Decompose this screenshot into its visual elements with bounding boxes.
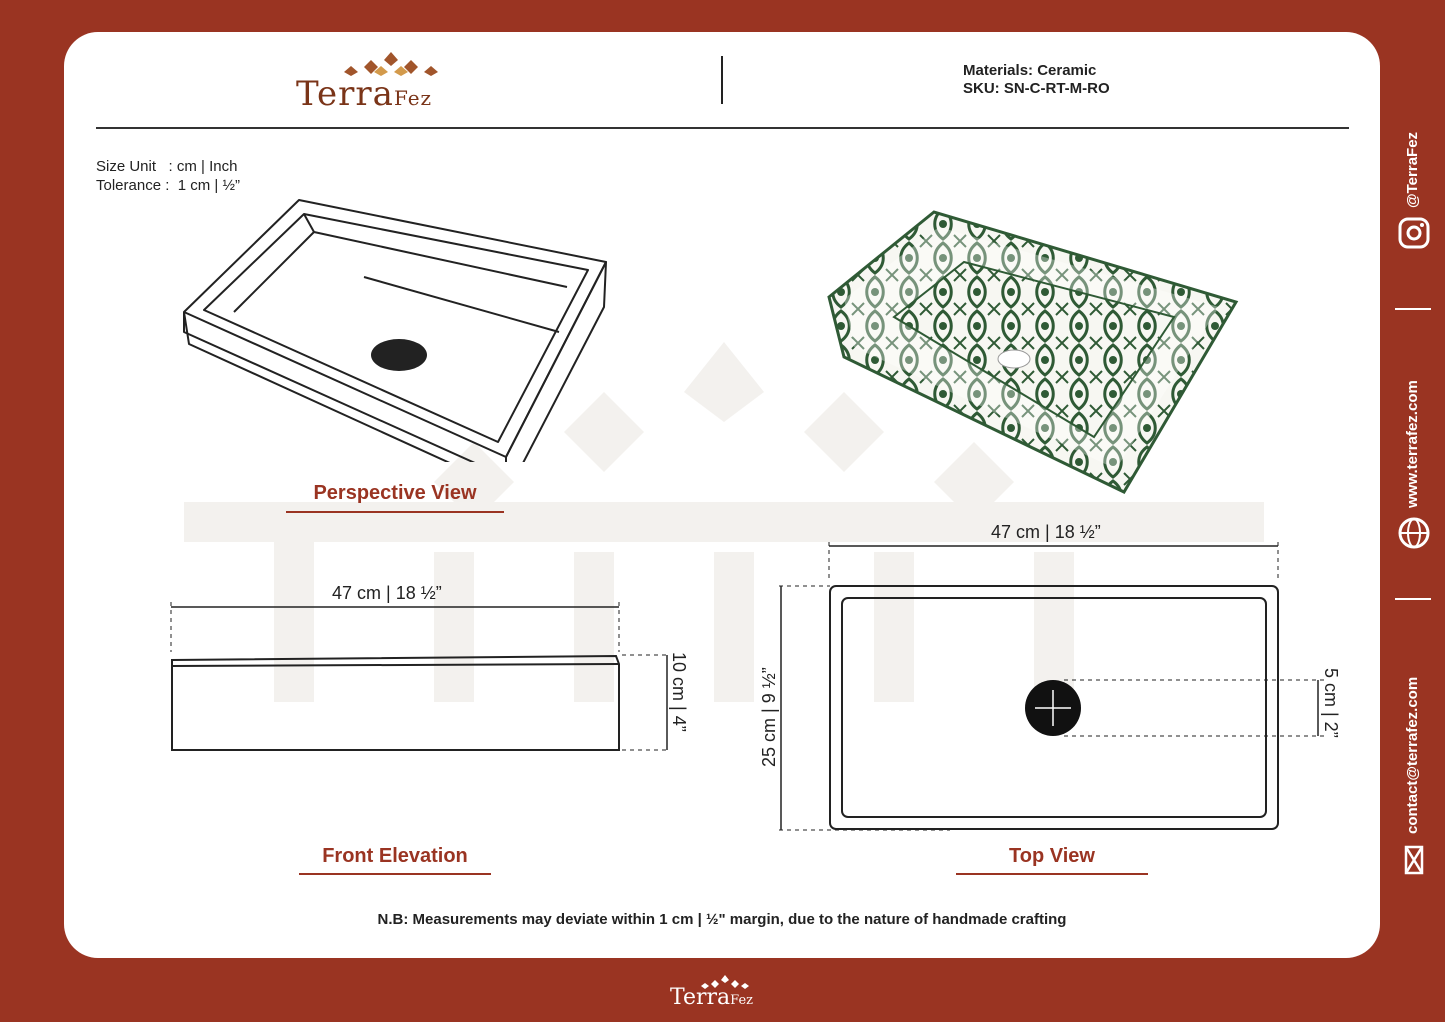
email-icon[interactable] bbox=[1404, 845, 1424, 875]
top-view-title: Top View bbox=[1009, 845, 1095, 867]
front-elevation-drawing bbox=[164, 592, 704, 762]
terrafez-logo bbox=[296, 52, 486, 112]
spec-sheet-card bbox=[64, 32, 1380, 958]
email-link[interactable]: contact@terrafez.com bbox=[1404, 676, 1421, 834]
logo-ornament-icon bbox=[336, 52, 446, 76]
drain-offset-label: 5 cm | 2” bbox=[1321, 668, 1341, 738]
top-view-drawing bbox=[764, 532, 1354, 842]
top-title-underline bbox=[956, 873, 1148, 875]
product-photo bbox=[824, 207, 1244, 497]
perspective-drawing bbox=[174, 192, 614, 462]
top-depth-label: 25 cm | 9 ½” bbox=[759, 667, 779, 767]
logo-wordmark: TerraFez bbox=[296, 74, 433, 114]
sidebar-divider bbox=[1395, 308, 1431, 310]
header-rule bbox=[96, 127, 1349, 129]
measurement-note: N.B: Measurements may deviate within 1 cm | ½" margin, due to the nature of handmade crafting bbox=[377, 911, 1067, 928]
instagram-handle[interactable]: @TerraFez bbox=[1404, 131, 1421, 208]
tolerance-text: Tolerance : 1 cm | ½” bbox=[96, 177, 240, 194]
materials-text: Materials: Ceramic bbox=[963, 62, 1097, 79]
header-divider bbox=[721, 56, 723, 104]
perspective-title-underline bbox=[286, 511, 504, 513]
front-elevation-title: Front Elevation bbox=[322, 845, 468, 867]
perspective-view-title: Perspective View bbox=[313, 482, 477, 504]
product-spec bbox=[963, 62, 1110, 98]
sidebar-divider bbox=[1395, 598, 1431, 600]
front-height-label: 10 cm | 4” bbox=[669, 652, 689, 732]
units-info bbox=[96, 157, 240, 195]
drain-hole-icon bbox=[371, 339, 427, 371]
top-width-label: 47 cm | 18 ½” bbox=[991, 522, 1101, 542]
website-link[interactable]: www.terrafez.com bbox=[1404, 380, 1421, 508]
drain-icon bbox=[998, 350, 1030, 368]
instagram-icon[interactable] bbox=[1398, 217, 1430, 249]
size-unit-text: Size Unit : cm | Inch bbox=[96, 158, 238, 175]
front-width-label: 47 cm | 18 ½” bbox=[332, 583, 442, 603]
footer-logo bbox=[670, 975, 780, 1015]
footer-wordmark: TerraFez bbox=[670, 985, 753, 1010]
sku-text: SKU: SN-C-RT-M-RO bbox=[963, 80, 1110, 97]
front-title-underline bbox=[299, 873, 491, 875]
globe-icon[interactable] bbox=[1398, 517, 1430, 549]
